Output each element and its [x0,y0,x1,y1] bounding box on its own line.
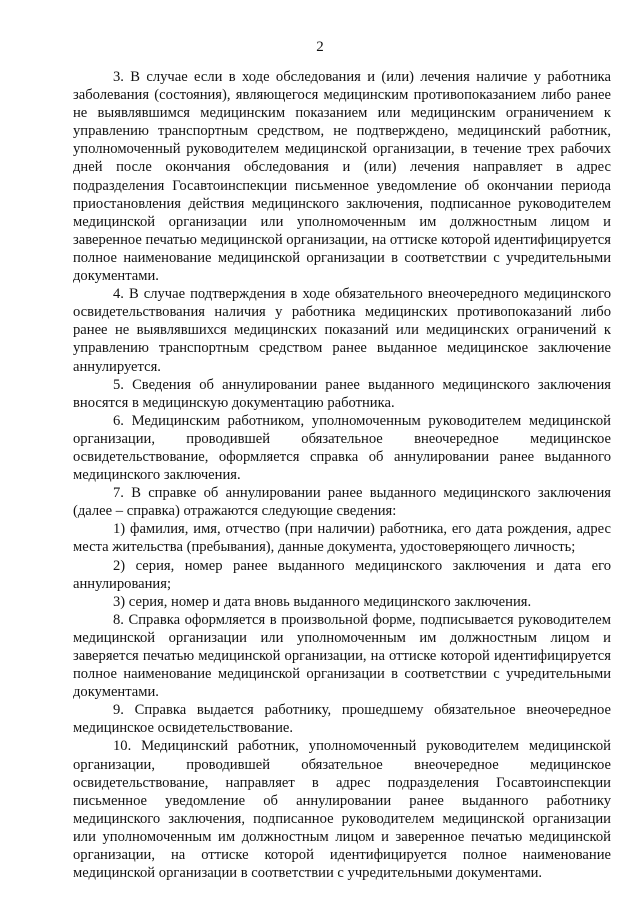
paragraph-9: 9. Справка выдается работнику, прошедшему обязательное внеочередное медицинское освидетельствование. [73,702,611,737]
paragraph-3: 3. В случае если в ходе обследования и (или) лечения наличие у работника заболевания (состояния), являющегося медицинским противопоказанием либо ранее не выявлявшимся медицинским показанием или медицинским ограничением к управлению транспортным средством, не подтверждено, медицинский работник, уполномоченный руководителем медицинской организации, в течение трех рабочих дней после окончания обследования и (или) лечения направляет в адрес подразделения Госавтоинспекции письменное уведомление об окончании периода приостановления действия медицинского заключения, подписанное руководителем медицинской организации или уполномоченным им должностным лицом и заверенное печатью медицинской организации, на оттиске которой идентифицируется полное наименование медицинской организации в соответствии с учредительными документами. [73,69,611,285]
page-number: 2 [316,39,324,55]
paragraph-6: 6. Медицинским работником, уполномоченным руководителем медицинской организации, проводившей обязательное внеочередное медицинское освидетельствование, оформляется справка об аннулировании ранее выданного медицинского заключения. [73,412,611,484]
list-item-7-3: 3) серия, номер и дата вновь выданного медицинского заключения. [113,593,532,610]
list-item-7-2: 2) серия, номер ранее выданного медицинского заключения и дата его аннулирования; [73,557,611,592]
paragraph-5: 5. Сведения об аннулировании ранее выданного медицинского заключения вносятся в медицинскую документацию работника. [73,376,611,411]
document-body [73,68,611,882]
paragraph-8: 8. Справка оформляется в произвольной форме, подписывается руководителем медицинской организации или уполномоченным им должностным лицом и заверяется печатью медицинской организации, на оттиске которой идентифицируется полное наименование медицинской организации в соответствии с учредительными документами. [73,611,611,701]
paragraph-10: 10. Медицинский работник, уполномоченный руководителем медицинской организации, проводившей обязательное внеочередное медицинское освидетельствование, направляет в адрес подразделения Госавтоинспекции письменное уведомление об аннулировании ранее выданного работнику медицинского заключения, подписанное руководителем медицинской организации или уполномоченным им должностным лицом и заверенное печатью медицинской организации, на оттиске которой идентифицируется полное наименование медицинской организации в соответствии с учредительными документами. [73,738,611,882]
paragraph-7: 7. В справке об аннулировании ранее выданного медицинского заключения (далее – справка) отражаются следующие сведения: [73,485,611,520]
list-item-7-1: 1) фамилия, имя, отчество (при наличии) работника, его дата рождения, адрес места жительства (пребывания), данные документа, удостоверяющего личность; [73,521,611,556]
paragraph-4: 4. В случае подтверждения в ходе обязательного внеочередного медицинского освидетельствования наличия у работника медицинских противопоказаний либо ранее не выявлявшихся медицинских показаний или медицинских ограничений к управлению транспортным средством ранее выданное медицинское заключение аннулируется. [73,286,611,375]
